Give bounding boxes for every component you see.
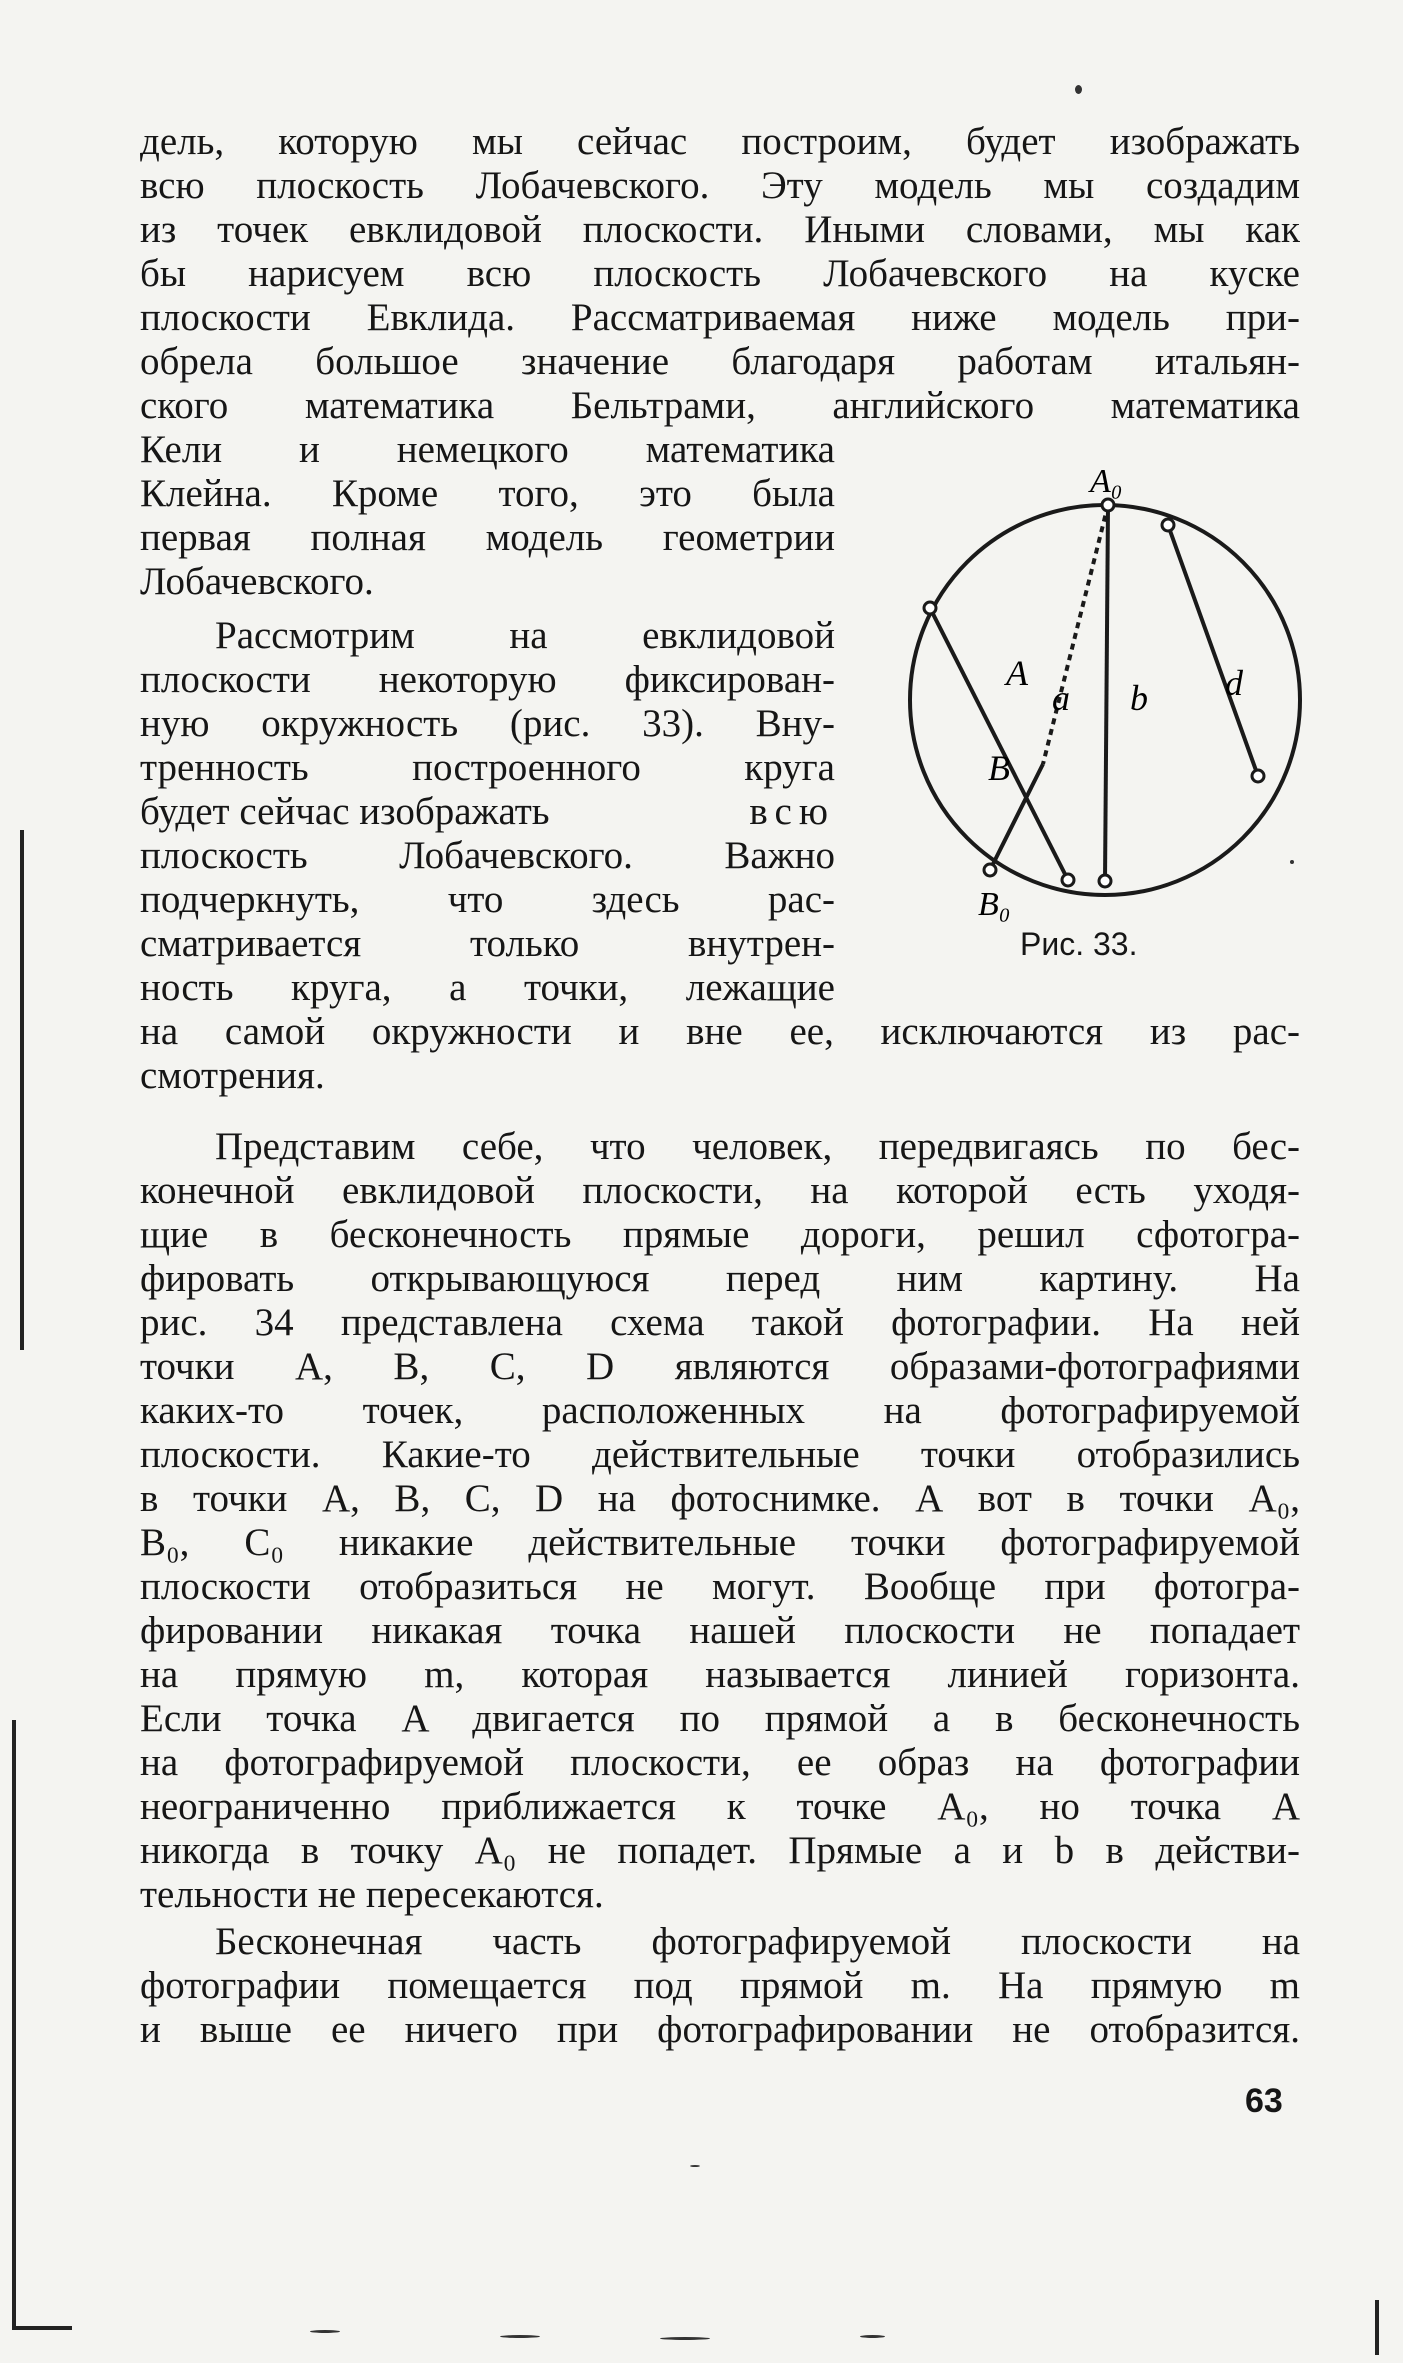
text-line: Бесконечная часть фотографируемой плоскости на xyxy=(215,1920,1300,1963)
scan-speck xyxy=(860,2335,885,2338)
text-line: сматривается только внутрен- xyxy=(140,922,835,965)
text-line: первая полная модель геометрии xyxy=(140,516,835,559)
text-line: фировании никакая точка нашей плоскости не попадает xyxy=(140,1609,1300,1652)
figure-33-circle-model xyxy=(880,460,1320,960)
text-line: фировать открывающуюся перед ним картину. На xyxy=(140,1257,1300,1300)
text-line: подчеркнуть, что здесь рас- xyxy=(140,878,835,921)
text-line: ского математика Бельтрами, английского математика xyxy=(140,384,1300,427)
text-line: Лобачевского. xyxy=(140,560,374,603)
scan-speck xyxy=(1290,860,1294,864)
scan-speck xyxy=(310,2330,340,2333)
line-b xyxy=(1105,505,1108,881)
figure-caption: Рис. 33. xyxy=(1020,926,1138,962)
text-line: плоскости некоторую фиксирован- xyxy=(140,658,835,701)
text-line: тельности не пересекаются. xyxy=(140,1873,604,1916)
point-a0 xyxy=(1102,499,1114,511)
text-line: точки A, B, C, D являются образами-фотографиями xyxy=(140,1345,1300,1388)
scan-speck xyxy=(1075,85,1082,94)
scan-speck xyxy=(500,2335,540,2338)
text-line: Рассмотрим на евклидовой xyxy=(215,614,835,657)
text-line: конечной евклидовой плоскости, на которой есть уходя- xyxy=(140,1169,1300,1212)
text-line: дель, которую мы сейчас построим, будет изображать xyxy=(140,120,1300,163)
text-line: и выше ее ничего при фотографировании не отобразится. xyxy=(140,2008,1300,2051)
text-line: фотографии помещается под прямой m. На прямую m xyxy=(140,1964,1300,2007)
page-number: 63 xyxy=(1245,2082,1283,2120)
endpoint xyxy=(1099,875,1111,887)
endpoint xyxy=(924,602,936,614)
line-a-dashed-part xyxy=(1043,505,1108,764)
scan-margin-line xyxy=(12,1720,16,2330)
scan-margin-line xyxy=(20,830,24,1350)
text-line: плоскость Лобачевского. Важно xyxy=(140,834,835,877)
text-line: на прямую m, которая называется линией горизонта. xyxy=(140,1653,1300,1696)
text-line: плоскости отобразиться не могут. Вообще при фотогра- xyxy=(140,1565,1300,1608)
text-line: плоскости. Какие-то действительные точки отобразились xyxy=(140,1433,1300,1476)
text-line: Кели и немецкого математика xyxy=(140,428,835,471)
text-line xyxy=(140,790,835,834)
text-line: на самой окружности и вне ее, исключаются из рас- xyxy=(140,1010,1300,1053)
text-line: обрела большое значение благодаря работам итальян- xyxy=(140,340,1300,383)
scan-speck xyxy=(660,2337,710,2340)
endpoint xyxy=(1062,874,1074,886)
text-line: рис. 34 представлена схема такой фотографии. На ней xyxy=(140,1301,1300,1344)
text-line: Если точка A двигается по прямой a в бесконечность xyxy=(140,1697,1300,1740)
text-line: в точки A, B, C, D на фотоснимке. А вот в точки A₀, xyxy=(140,1477,1300,1520)
label-point-b: B xyxy=(988,748,1010,788)
text-line: смотрения. xyxy=(140,1054,325,1097)
endpoint xyxy=(1162,519,1174,531)
label-point-a: A xyxy=(1006,653,1028,693)
text-line: щие в бесконечность прямые дороги, решил сфотогра- xyxy=(140,1213,1300,1256)
text-line: ность круга, а точки, лежащие xyxy=(140,966,835,1009)
scan-speck xyxy=(690,2165,700,2167)
text-line: неограниченно приближается к точке A₀, но точка A xyxy=(140,1785,1300,1828)
text-line: B₀, C₀ никакие действительные точки фотографируемой xyxy=(140,1521,1300,1564)
text-line: Представим себе, что человек, передвигаясь по бес- xyxy=(215,1125,1300,1168)
text-line: бы нарисуем всю плоскость Лобачевского на куске xyxy=(140,252,1300,295)
scan-margin-line xyxy=(12,2326,72,2330)
label-line-d: d xyxy=(1225,663,1243,703)
label-a0: A₀ xyxy=(1090,463,1123,500)
scan-margin-line xyxy=(1375,2300,1379,2355)
text-line: каких-то точек, расположенных на фотографируемой xyxy=(140,1389,1300,1432)
text-line: тренность построенного круга xyxy=(140,746,835,789)
label-line-b: b xyxy=(1130,678,1148,718)
emphasis-word: всю xyxy=(749,790,835,833)
text-line: ную окружность (рис. 33). Вну- xyxy=(140,702,835,745)
label-line-a: a xyxy=(1052,678,1070,718)
text-line: из точек евклидовой плоскости. Иными словами, мы как xyxy=(140,208,1300,251)
text-fragment: будет сейчас изображать xyxy=(140,790,550,833)
text-line: Клейна. Кроме того, это была xyxy=(140,472,835,515)
point-b0 xyxy=(984,864,996,876)
text-line: всю плоскость Лобачевского. Эту модель мы создадим xyxy=(140,164,1300,207)
endpoint xyxy=(1252,770,1264,782)
text-line: на фотографируемой плоскости, ее образ на фотографии xyxy=(140,1741,1300,1784)
label-b0: B₀ xyxy=(978,886,1011,923)
text-line: плоскости Евклида. Рассматриваемая ниже модель при- xyxy=(140,296,1300,339)
text-line: никогда в точку A₀ не попадет. Прямые a и b в действи- xyxy=(140,1829,1300,1872)
